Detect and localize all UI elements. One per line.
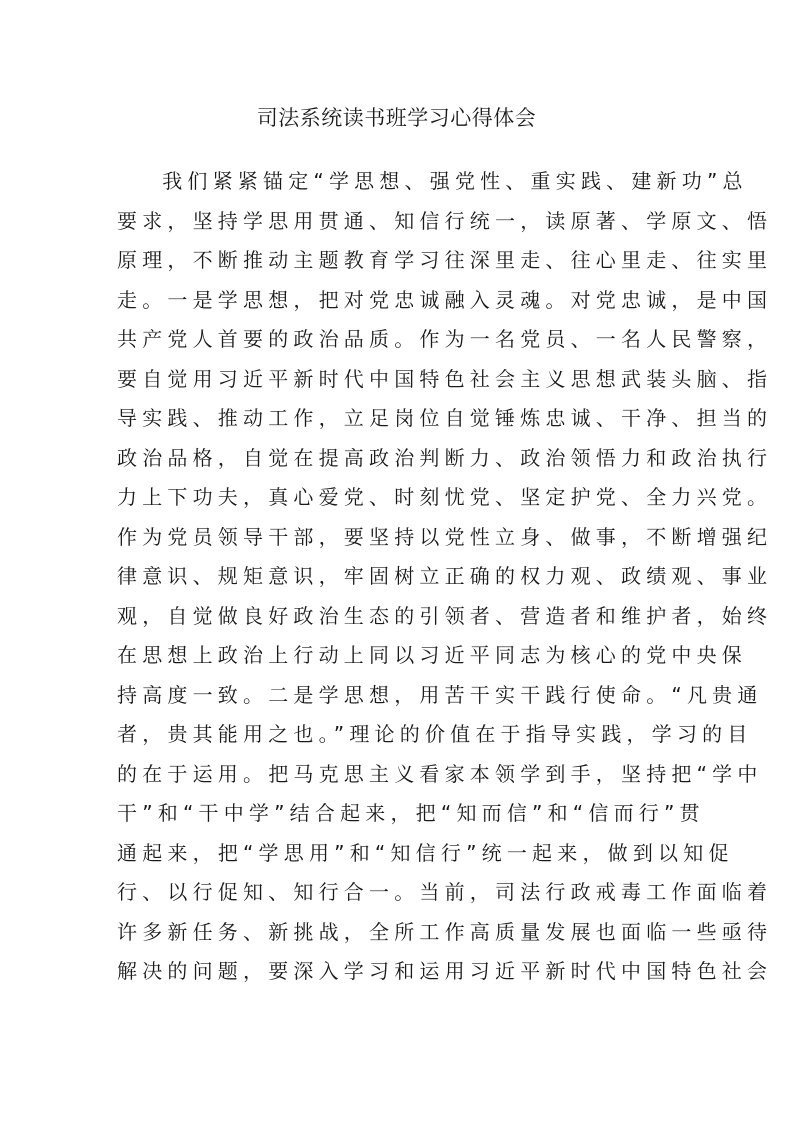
body-line: 要求，坚持学思用贯通、知信行统一，读原著、学原文、悟 [117,208,773,233]
body-line: 原理，不断推动主题教育学习往深里走、往心里走、往实里 [117,248,773,272]
document-title: 司法系统读书班学习心得体会 [256,106,537,130]
body-line: 行、以行促知、知行合一。当前，司法行政戒毒工作面临着 [117,880,773,904]
body-line: 力上下功夫，真心爱党、时刻忧党、坚定护党、全力兴党。 [117,485,773,509]
body-line: 持高度一致。二是学思想，用苦干实干践行使命。“凡贵通 [117,682,763,707]
body-line: 导实践、推动工作，立足岗位自觉锤炼忠诚、干净、担当的 [117,406,773,430]
body-line: 在思想上政治上行动上同以习近平同志为核心的党中央保 [117,643,747,667]
body-line: 解决的问题，要深入学习和运用习近平新时代中国特色社会 [117,959,773,983]
body-line: 者，贵其能用之也。”理论的价值在于指导实践，学习的目 [117,722,753,746]
body-line: 通起来，把“学思用”和“知信行”统一起来，做到以知促 [117,840,734,865]
body-line: 许多新任务、新挑战，全所工作高质量发展也面临一些亟待 [117,919,773,944]
body-line: 的在于运用。把马克思主义看家本领学到手，坚持把“学中 [117,761,763,786]
body-line: 政治品格，自觉在提高政治判断力、政治领悟力和政治执行 [117,445,773,470]
body-line: 作为党员领导干部，要坚持以党性立身、做事，不断增强纪 [117,524,773,549]
body-line: 观，自觉做良好政治生态的引领者、营造者和维护者，始终 [117,603,773,628]
body-line: 要自觉用习近平新时代中国特色社会主义思想武装头脑、指 [117,366,773,391]
body-line: 共产党人首要的政治品质。作为一名党员、一名人民警察， [117,327,773,351]
body-line: 干”和“干中学”结合起来，把“知而信”和“信而行”贯 [117,801,705,825]
document-body [117,162,773,992]
body-line: 律意识、规矩意识，牢固树立正确的权力观、政绩观、事业 [117,564,773,588]
body-line: 我们紧紧锚定“学思想、强党性、重实践、建新功”总 [137,169,748,193]
body-line: 走。一是学思想，把对党忠诚融入灵魂。对党忠诚，是中国 [117,287,773,312]
